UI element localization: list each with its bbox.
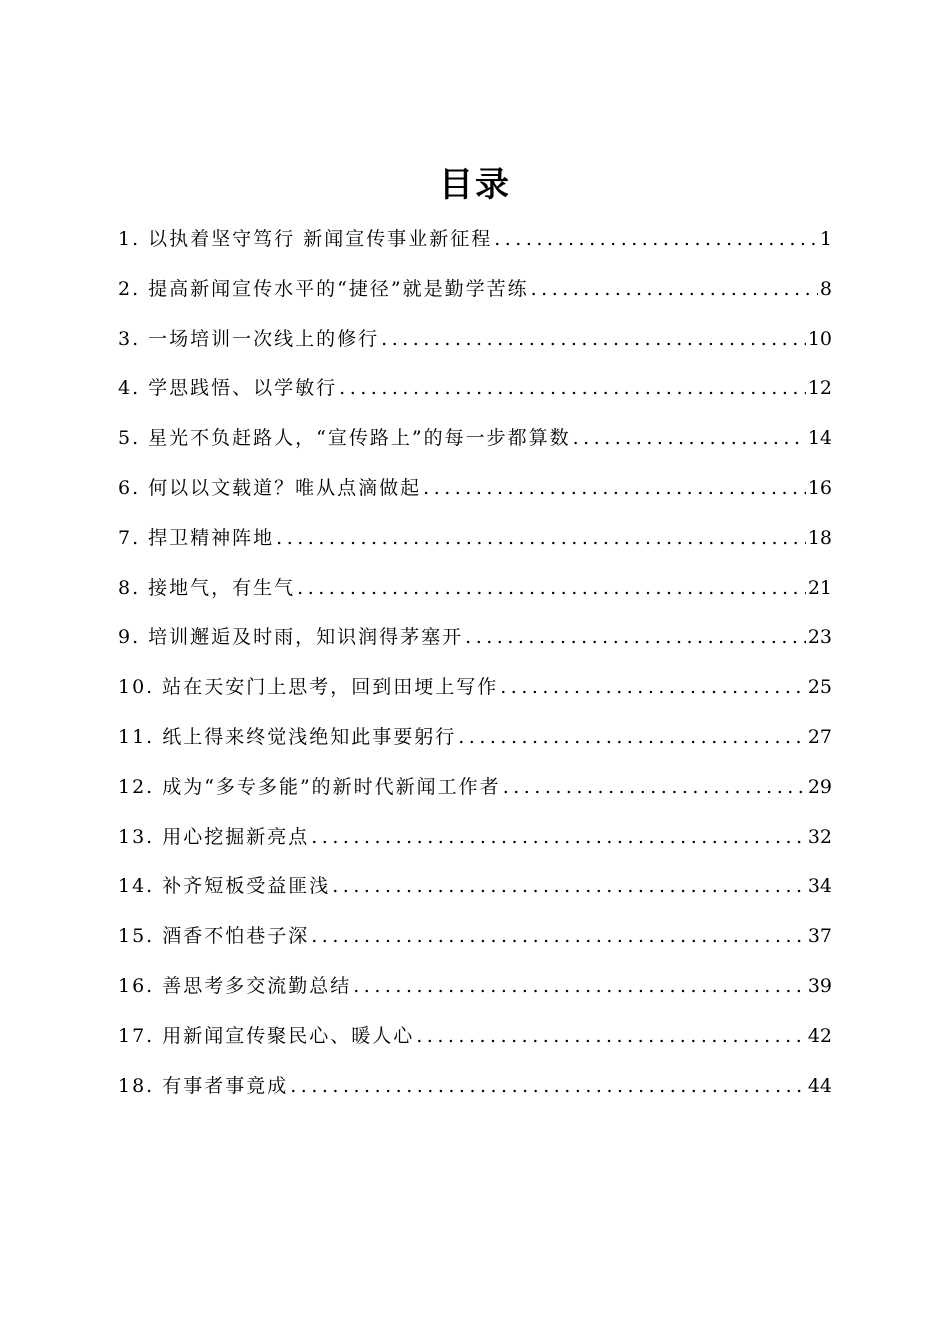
- toc-page-number: 29: [807, 775, 832, 798]
- toc-entry-text: 10. 站在天安门上思考，回到田埂上写作: [118, 676, 499, 699]
- toc-entry-text: 5. 星光不负赶路人，“宣传路上”的每一步都算数: [118, 427, 571, 450]
- dot-leader: [353, 975, 806, 997]
- toc-entry-text: 15. 酒香不怕巷子深: [118, 925, 310, 948]
- toc-entry[interactable]: [118, 274, 832, 324]
- toc-entry-text: 8. 接地气，有生气: [118, 576, 296, 599]
- toc-entry[interactable]: [118, 622, 832, 672]
- toc-entry[interactable]: [118, 871, 832, 921]
- toc-title: 目录: [439, 165, 511, 205]
- toc-entry[interactable]: [118, 373, 832, 423]
- toc-entry[interactable]: [118, 1021, 832, 1071]
- toc-entry[interactable]: [118, 1071, 832, 1121]
- toc-page-number: 16: [807, 476, 832, 499]
- toc-page-number: 42: [807, 1024, 832, 1047]
- dot-leader: [332, 875, 806, 897]
- dot-leader: [290, 1075, 806, 1097]
- toc-entry[interactable]: [118, 573, 832, 623]
- toc-page-number: 37: [807, 925, 832, 948]
- toc-page-number: 27: [807, 725, 832, 748]
- toc-entry[interactable]: [118, 971, 832, 1021]
- toc-entry[interactable]: [118, 224, 832, 274]
- dot-leader: [297, 577, 806, 599]
- toc-list: [118, 224, 832, 1120]
- dot-leader: [276, 527, 806, 549]
- toc-page-number: 23: [807, 626, 832, 649]
- toc-entry[interactable]: [118, 423, 832, 473]
- toc-page-number: 1: [819, 228, 832, 250]
- toc-page-number: 39: [807, 974, 832, 997]
- toc-entry-text: 14. 补齐短板受益匪浅: [118, 875, 331, 898]
- dot-leader: [458, 726, 806, 748]
- toc-entry[interactable]: [118, 722, 832, 772]
- toc-entry-text: 4. 学思践悟、以学敏行: [118, 377, 338, 400]
- toc-entry-text: 18. 有事者事竟成: [118, 1074, 289, 1097]
- toc-entry-text: 13. 用心挖掘新亮点: [118, 825, 310, 848]
- toc-page-number: 34: [807, 875, 832, 898]
- toc-entry-text: 1. 以执着坚守笃行 新闻宣传事业新征程: [118, 228, 493, 250]
- toc-entry-text: 16. 善思考多交流勤总结: [118, 974, 352, 997]
- toc-entry[interactable]: [118, 822, 832, 872]
- dot-leader: [531, 278, 818, 300]
- toc-page-number: 25: [807, 676, 832, 699]
- toc-page-number: 21: [807, 576, 832, 599]
- toc-entry-text: 17. 用新闻宣传聚民心、暖人心: [118, 1024, 415, 1047]
- dot-leader: [339, 377, 806, 399]
- toc-page-number: 14: [807, 427, 832, 450]
- toc-entry-text: 3. 一场培训一次线上的修行: [118, 327, 380, 350]
- toc-page-number: 44: [807, 1074, 832, 1097]
- dot-leader: [494, 228, 818, 250]
- toc-entry-text: 2. 提高新闻宣传水平的“捷径”就是勤学苦练: [118, 277, 529, 300]
- toc-entry[interactable]: [118, 921, 832, 971]
- toc-page-number: 8: [819, 277, 832, 300]
- dot-leader: [423, 477, 806, 499]
- toc-page-number: 12: [807, 377, 832, 400]
- toc-entry[interactable]: [118, 473, 832, 523]
- dot-leader: [465, 626, 806, 648]
- dot-leader: [381, 328, 806, 350]
- toc-entry[interactable]: [118, 523, 832, 573]
- dot-leader: [416, 1025, 806, 1047]
- dot-leader: [503, 776, 806, 798]
- toc-entry[interactable]: [118, 672, 832, 722]
- toc-entry-text: 6. 何以以文载道？唯从点滴做起: [118, 476, 422, 499]
- toc-page-number: 32: [807, 825, 832, 848]
- dot-leader: [573, 427, 806, 449]
- toc-entry-text: 7. 捍卫精神阵地: [118, 526, 275, 549]
- toc-page-number: 18: [807, 526, 832, 549]
- toc-entry-text: 12. 成为“多专多能”的新时代新闻工作者: [118, 775, 501, 798]
- dot-leader: [311, 925, 806, 947]
- toc-page-number: 10: [807, 327, 832, 350]
- toc-entry-text: 9. 培训邂逅及时雨，知识润得茅塞开: [118, 626, 464, 649]
- dot-leader: [311, 826, 806, 848]
- toc-entry-text: 11. 纸上得来终觉浅绝知此事要躬行: [118, 725, 457, 748]
- toc-entry[interactable]: [118, 324, 832, 374]
- dot-leader: [500, 676, 806, 698]
- toc-entry[interactable]: [118, 772, 832, 822]
